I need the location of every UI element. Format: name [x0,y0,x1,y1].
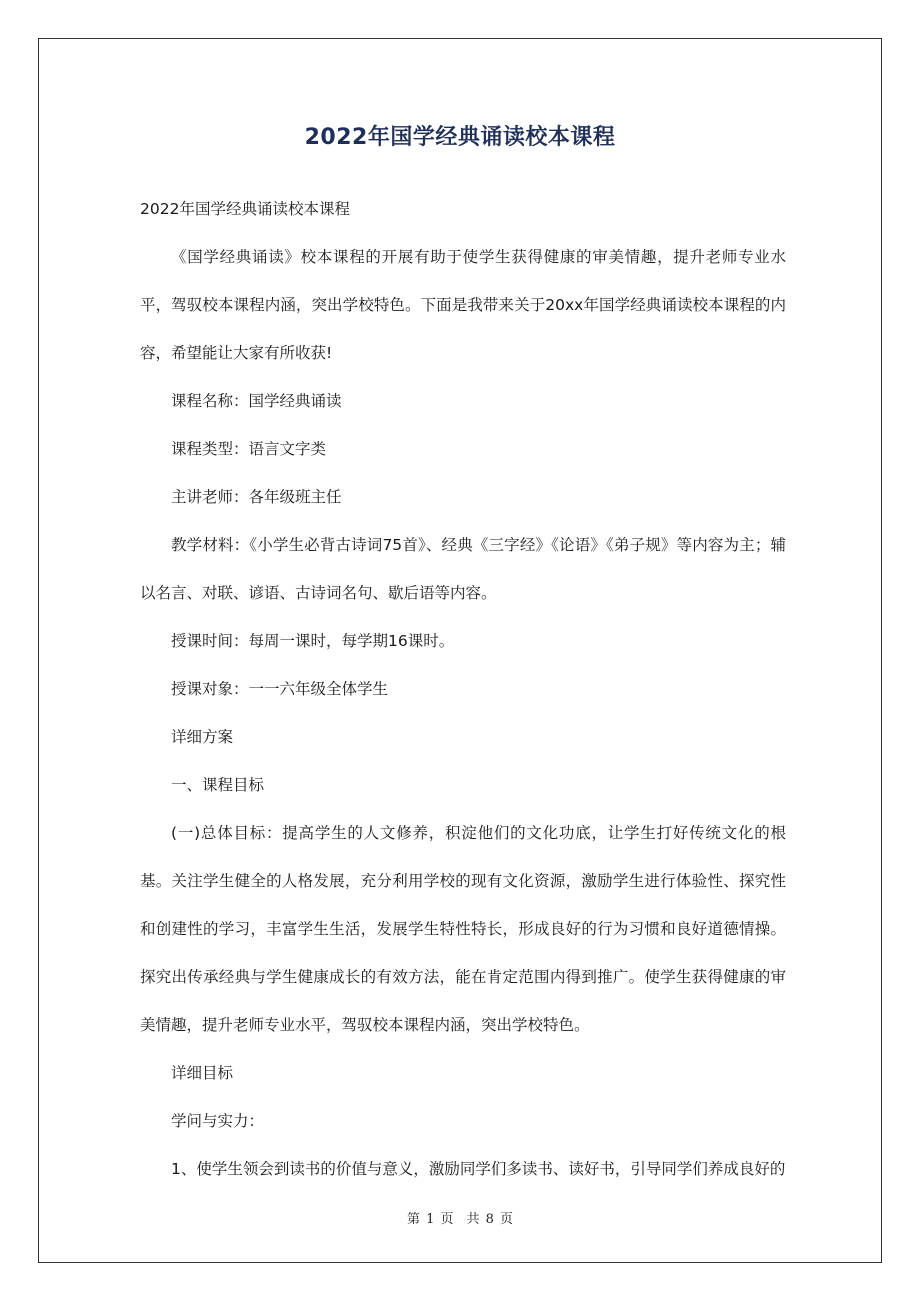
course-audience: 授课对象：一一六年级全体学生 [171,680,389,698]
detail-goal-heading: 详细目标 [171,1064,234,1082]
overall-goal-paragraph: (一)总体目标：提高学生的人文修养，积淀他们的文化功底，让学生打好传统文化的根基。关注学生健全的人格发展，充分利用学校的现有文化资源，激励学生进行体验性、探究性和创建性的学习，丰富学生生活，发展学生特性特长，形成良好的行为习惯和良好道德情操。探究出传承经典与学生健康成长的有效方法，能在肯定范围内得到推广。使学生获得健康的审美情趣，提升老师专业水平，驾驭校本课程内涵，突出学校特色。 [140,824,786,1034]
course-type: 课程类型：语言文字类 [171,440,327,458]
course-materials: 教学材料：《小学生必背古诗词75首》、经典《三字经》《论语》《弟子规》等内容为主；辅以名言、对联、谚语、古诗词名句、歇后语等内容。 [140,536,786,602]
course-name: 课程名称：国学经典诵读 [171,392,342,410]
course-teacher: 主讲老师：各年级班主任 [171,488,342,506]
page-number: 第 1 页 共 8 页 [406,1212,514,1227]
section-heading-goals: 一、课程目标 [171,776,265,794]
intro-paragraph: 《国学经典诵读》校本课程的开展有助于使学生获得健康的审美情趣，提升老师专业水平，驾驭校本课程内涵，突出学校特色。下面是我带来关于20xx年国学经典诵读校本课程的内容，希望能让大家有所收获! [140,248,786,362]
plan-heading: 详细方案 [171,728,234,746]
course-schedule: 授课时间：每周一课时，每学期16课时。 [171,632,455,650]
knowledge-heading: 学问与实力： [171,1112,265,1130]
document-title: 2022年国学经典诵读校本课程 [304,125,616,150]
document-body [140,196,786,1204]
list-item: 1、使学生领会到读书的价值与意义，激励同学们多读书、读好书，引导同学们养成良好的 [171,1160,786,1178]
document-subtitle: 2022年国学经典诵读校本课程 [140,200,350,218]
